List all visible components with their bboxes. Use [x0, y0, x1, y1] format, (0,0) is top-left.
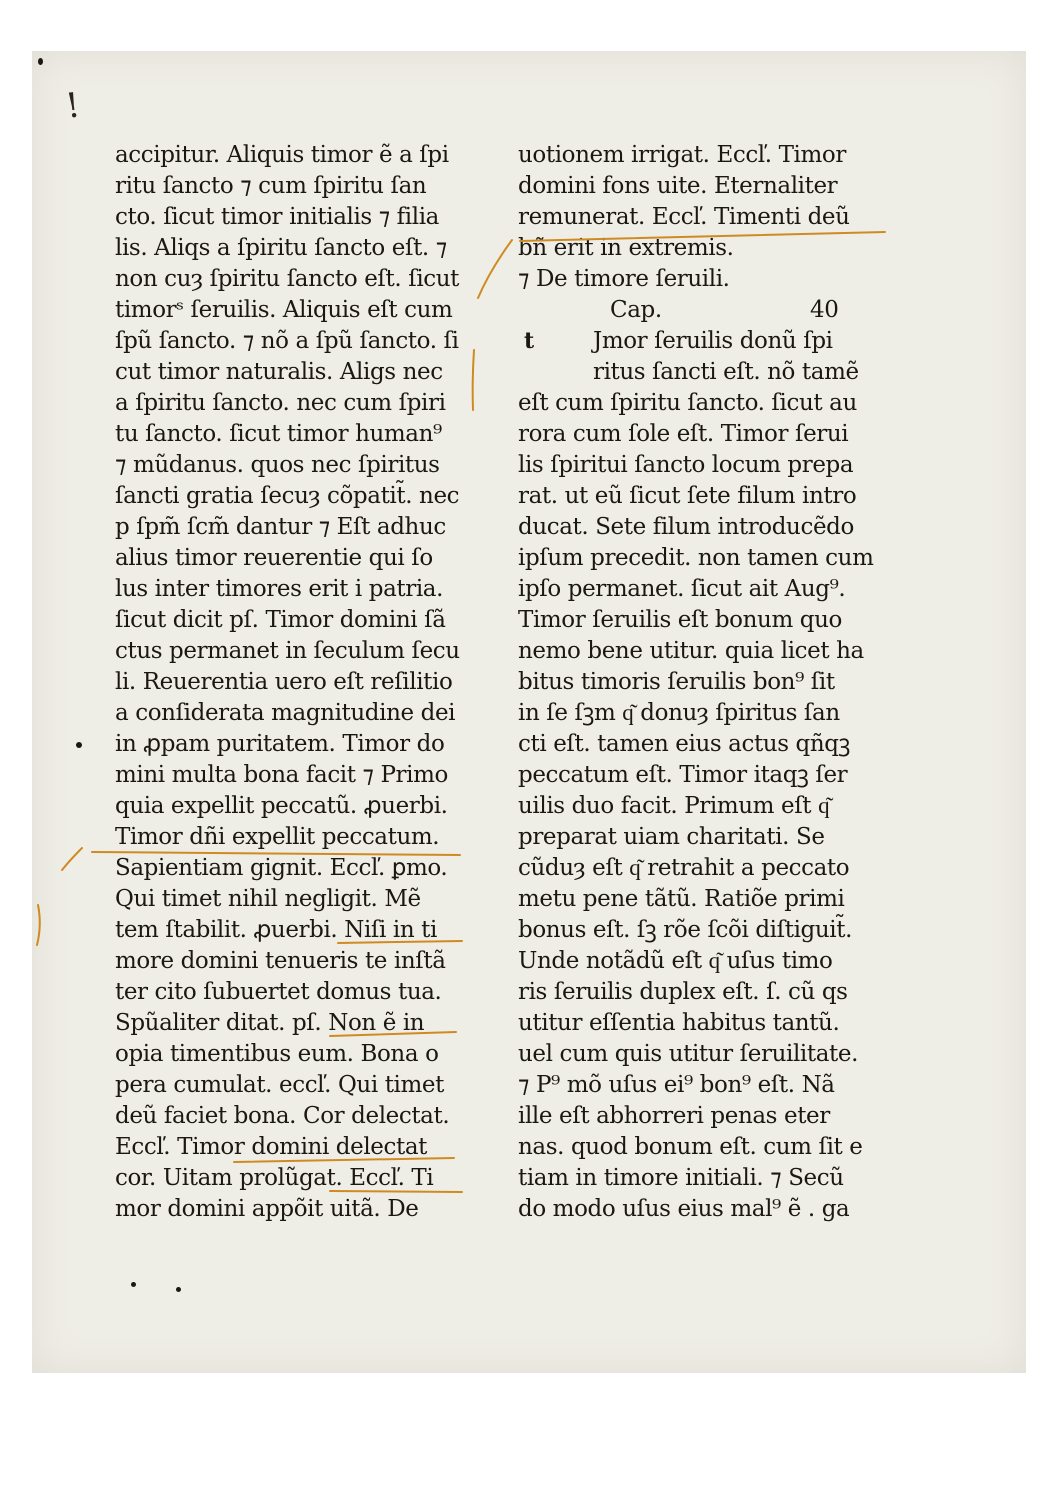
text-line: accipitur. Aliquis timor ẽ a ſpi	[115, 142, 449, 168]
chapter-number: 40	[810, 297, 839, 323]
text-line: in ſe ſꝫm q͂ donuȝ ſpiritus ſan	[518, 700, 840, 726]
text-line: Sapientiam gignit. Eccľ. ꝑmo.	[115, 855, 448, 881]
text-line: ctus permanet in ſeculum ſecu	[115, 638, 460, 664]
text-line: ſpũ ſancto. ⁊ nõ a ſpũ ſancto. ſi	[115, 328, 459, 354]
rubric-underline	[234, 1158, 454, 1162]
text-line: Timor dñi expellit peccatum.	[115, 824, 440, 850]
text-line: uilis duo facit. Primum eſt q͂	[518, 793, 830, 819]
text-line: quia expellit peccatũ. ꝓuerbi.	[115, 793, 448, 819]
text-line: tu ſancto. ſicut timor human⁹	[115, 421, 442, 447]
text-line: pera cumulat. eccľ. Qui timet	[115, 1072, 444, 1098]
rubric-margin-stroke	[37, 905, 40, 945]
text-line: cti eſt. tamen eius actus qñqꝫ	[518, 731, 850, 757]
text-line: ſicut dicit pſ. Timor domini ſã	[115, 607, 446, 633]
section-heading: ⁊ De timore ſeruili.	[518, 266, 730, 292]
text-line: lus inter timores erit i patria.	[115, 576, 444, 602]
rubric-bracket	[478, 240, 512, 298]
text-line: ris ſeruilis duplex eſt. ſ. cũ qs	[518, 979, 848, 1005]
margin-ink-mark: !	[63, 85, 83, 127]
text-line: ſancti gratia ſecuȝ cõpatit̃. nec	[115, 483, 460, 509]
text-line: deũ faciet bona. Cor delectat.	[115, 1103, 450, 1129]
text-line: p ſpm̃ ſcm̃ dantur ⁊ Eſt adhuc	[115, 514, 446, 540]
text-line: Timor ſeruilis eſt bonum quo	[518, 607, 842, 633]
rubric-margin-stroke	[62, 848, 82, 870]
initial-letter-guide: t	[524, 328, 535, 354]
rubric-underline	[520, 232, 885, 241]
text-line: bonus eſt. ſꝫ rõe ſcõi diſtiguit̃.	[518, 917, 852, 943]
text-line: remunerat. Eccľ. Timenti deũ	[518, 204, 850, 230]
text-line: ⁊ P⁹ mõ uſus ei⁹ bon⁹ eſt. Nã	[518, 1072, 835, 1098]
text-line: alius timor reuerentie qui ſo	[115, 545, 433, 571]
text-line: timorˢ ſeruilis. Aliquis eſt cum	[115, 297, 453, 323]
text-line: ducat. Sete filum introducẽdo	[518, 514, 854, 540]
rubric-underline	[330, 1191, 462, 1192]
rubric-margin-stroke	[473, 350, 474, 410]
text-line: bñ erit in extremis.	[518, 235, 734, 261]
text-line: metu pene tãtũ. Ratiõe primi	[518, 886, 845, 912]
text-line: preparat uiam charitati. Se	[518, 824, 825, 850]
text-line: Qui timet nihil negligit. Mẽ	[115, 886, 421, 912]
text-line: Spũaliter ditat. pſ. Non ẽ in	[115, 1010, 425, 1036]
text-line: rat. ut eũ ſicut ſete filum intro	[518, 483, 857, 509]
text-line: tem ſtabilit. ꝓuerbi. Niſi in ti	[115, 917, 437, 943]
text-line: lis ſpiritui ſancto locum prepa	[518, 452, 854, 478]
text-line: a ſpiritu ſancto. nec cum ſpiri	[115, 390, 446, 416]
text-line: domini fons uite. Eternaliter	[518, 173, 838, 199]
rubric-underline	[92, 852, 460, 855]
text-line: tiam in timore initiali. ⁊ Secũ	[518, 1165, 844, 1191]
text-line: uel cum quis utitur ſeruilitate.	[518, 1041, 859, 1067]
text-line: ter cito ſubuertet domus tua.	[115, 979, 442, 1005]
text-line: li. Reuerentia uero eſt reſilitio	[115, 669, 453, 695]
rubric-underline	[330, 1032, 456, 1036]
text-line: ritu ſancto ⁊ cum ſpiritu ſan	[115, 173, 427, 199]
text-line: utitur eſſentia habitus tantũ.	[518, 1010, 840, 1036]
text-line: cũduȝ eſt q͂ retrahit a peccato	[518, 855, 850, 881]
text-line: ipſum precedit. non tamen cum	[518, 545, 874, 571]
text-line: mor domini appõit uitã. De	[115, 1196, 419, 1222]
text-line: cto. ſicut timor initialis ⁊ filia	[115, 204, 439, 230]
text-line: peccatum eſt. Timor itaqꝫ ſer	[518, 762, 848, 788]
text-line: nas. quod bonum eſt. cum ſit e	[518, 1134, 863, 1160]
text-line: cor. Uitam prolũgat. Eccľ. Ti	[115, 1165, 434, 1191]
text-line: mini multa bona facit ⁊ Primo	[115, 762, 448, 788]
text-line: opia timentibus eum. Bona o	[115, 1041, 439, 1067]
text-line: lis. Aliqs a ſpiritu ſancto eſt. ⁊	[115, 235, 447, 261]
rubric-underline	[338, 941, 462, 943]
text-line: Eccľ. Timor domini delectat	[115, 1134, 427, 1160]
text-line: ritus ſancti eſt. nõ tamẽ	[593, 359, 859, 385]
text-line: cut timor naturalis. Aligs nec	[115, 359, 443, 385]
text-line: eſt cum ſpiritu ſancto. ſicut au	[518, 390, 857, 416]
text-line: bitus timoris ſeruilis bon⁹ ſit	[518, 669, 835, 695]
text-line: uotionem irrigat. Eccľ. Timor	[518, 142, 846, 168]
text-line: non cuȝ ſpiritu ſancto eſt. ſicut	[115, 266, 460, 292]
text-line: nemo bene utitur. quia licet ha	[518, 638, 864, 664]
text-line: more domini tenueris te inſtã	[115, 948, 446, 974]
chapter-label: Cap.	[610, 297, 662, 323]
text-line: Jmor ſeruilis donũ ſpi	[593, 328, 833, 354]
text-line: in ꝓpam puritatem. Timor do	[115, 731, 445, 757]
text-line: a conſiderata magnitudine dei	[115, 700, 456, 726]
text-line: rora cum ſole eſt. Timor ſerui	[518, 421, 849, 447]
text-line: ipſo permanet. ſicut ait Aug⁹.	[518, 576, 846, 602]
text-line: Unde notãdũ eſt q͂ uſus timo	[518, 948, 833, 974]
text-line: ille eſt abhorreri penas eter	[518, 1103, 830, 1129]
text-line: ⁊ mũdanus. quos nec ſpiritus	[115, 452, 440, 478]
text-line: do modo uſus eius mal⁹ ẽ . ga	[518, 1196, 850, 1222]
